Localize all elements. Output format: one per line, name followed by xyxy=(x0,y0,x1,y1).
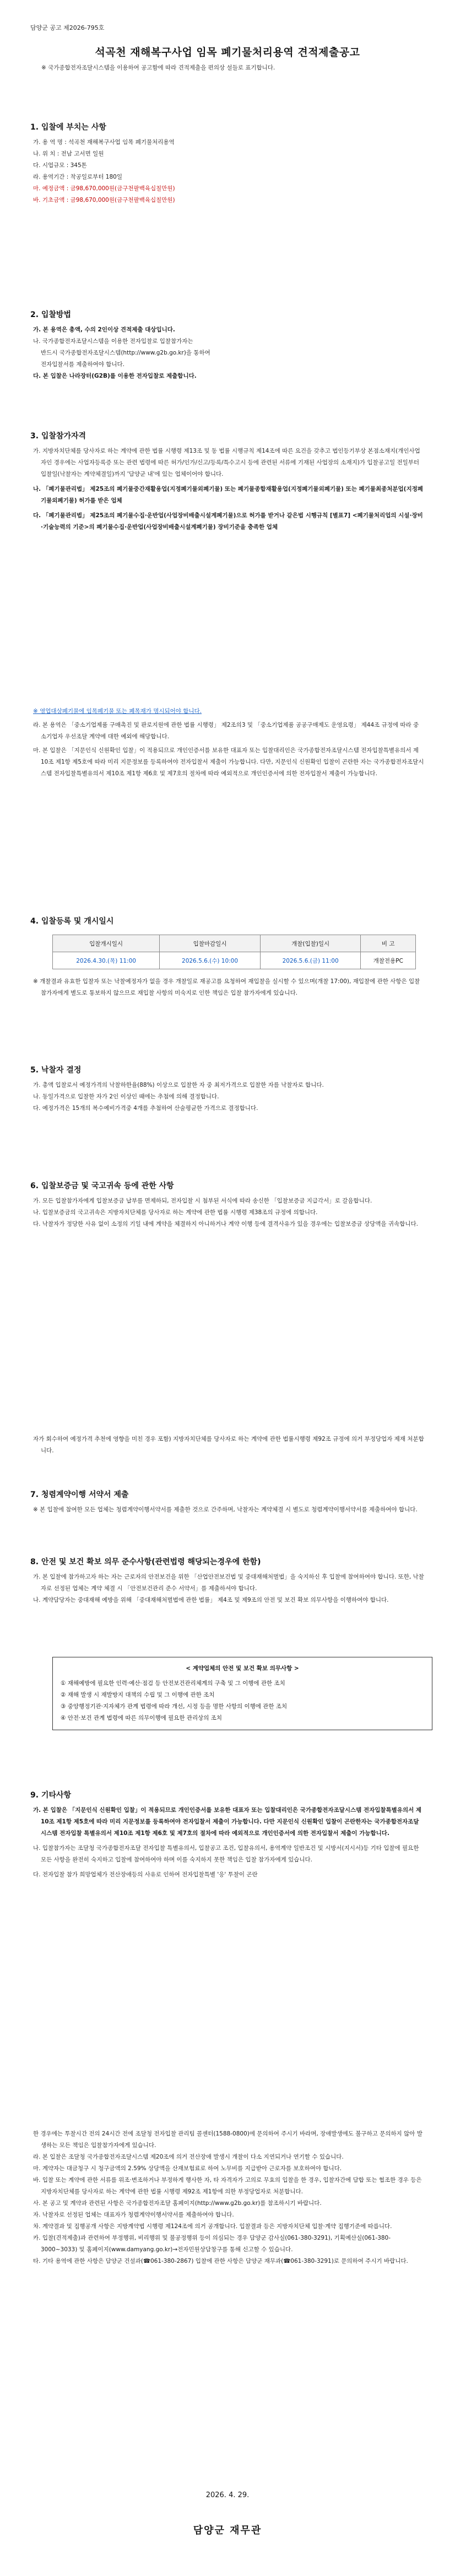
safety-box-title: < 계약업체의 안전 및 보건 확보 의무사항 > xyxy=(186,1665,299,1672)
table-header-cell: 비 고 xyxy=(361,935,416,952)
s2-item: 전자입찰서를 제출하여야 합니다. xyxy=(41,361,125,368)
section-7-title: 7. 청렴계약이행 서약서 제출 xyxy=(30,1490,129,1499)
notice-date: 2026. 4. 29. xyxy=(205,2491,250,2499)
section-9-body xyxy=(33,1805,424,1881)
section-7-body xyxy=(33,1504,424,1516)
section-1-body xyxy=(33,137,424,206)
document-title: 석곡천 재해복구사업 임목 폐기물처리용역 견적제출공고 xyxy=(95,46,360,58)
s1-item: 나. 위 치 : 전남 고서면 일원 xyxy=(33,151,104,157)
s1-item: 마. 예정금액 : 금98,670,000원(금구천팔백육십칠만원) xyxy=(33,185,175,192)
section-4-title: 4. 입찰등록 및 개시일시 xyxy=(30,917,114,926)
s3-note: ※ 영업대상폐기물에 임목폐기물 또는 폐목재가 명시되어야 합니다. xyxy=(33,708,202,715)
safety-box-line: ① 재해예방에 필요한 인력·예산·점검 등 안전보건관리체계의 구축 및 그 이행에 관한 조치 xyxy=(61,1680,285,1687)
section-6-body xyxy=(33,1195,424,1230)
table-header-row xyxy=(53,935,416,952)
s4-note: ※ 개찰결과 유효한 입찰자 또는 낙찰예정자가 없을 경우 개찰일로 재공고를 요청하여 재입찰을 실시할 수 있으며(개찰 17:00), 재입찰에 관한 사항은 입찰 참가자에게 별도로 통보하지 않으므로 재입찰 사항의 미숙지로 인한 책임은 입찰 참가자에게 있습니다. xyxy=(33,978,420,996)
section-5-body xyxy=(33,1080,424,1114)
s9-item: 카. 입찰(견적제출)과 관련하여 부정행위, 비리행위 및 불공정행위 등이 의심되는 경우 담양군 감사실(061-380-3291), 기획예산실(061-380-3000~3033) 및 홈페이지(www.damyang.go.kr)→전자민원상담창구를 통해 신고할 수 있습니다. xyxy=(33,2235,391,2253)
section-1-title: 1. 입찰에 부치는 사항 xyxy=(30,123,106,132)
s3-item: 다. 「폐기물관리법」 제25조의 폐기물수집·운반업(사업장비배출시설계폐기물)으로 허가를 받거나 같은법 시행규칙 [별표7] <폐기물처리업의 시설·장비·기술능력의 기준>의 폐기물수집·운반업(사업장비배출시설계폐기물) 장비기준을 충족한 업체 xyxy=(33,512,423,530)
s9-item: 바. 입찰 또는 계약에 관한 서류를 위조·변조하거나 부정하게 행사한 자, 타 자격자가 고의로 무효의 입찰을 한 경우, 입찰자간에 담합 또는 협조한 경우 등은 지방자치단체를 당사자로 하는 계약에 관한 법률 시행령 제92조 제1항에 의한 부정당업자로 처분합니다. xyxy=(33,2177,422,2195)
section-6-continued xyxy=(33,1434,424,1457)
s9-item: 마. 계약자는 대금청구 시 청구금액의 2.59% 상당액을 산재보험료로 하여 노무비를 지급받아 근로자를 보호하여야 합니다. xyxy=(33,2165,342,2172)
table-cell: 2026.5.6.(금) 11:00 xyxy=(260,952,361,969)
section-2-title: 2. 입찰방법 xyxy=(30,310,72,319)
s3-item: 나. 「폐기물관리법」 제25조의 폐기물중간재활용업(지정폐기물외폐기물) 또는 폐기물종합재활용업(지정폐기물외폐기물) 또는 폐기물최종처분업(지정폐기물외폐기물) 허가를 받은 업체 xyxy=(33,486,423,504)
notice-number: 담양군 공고 제2026-795호 xyxy=(30,24,105,31)
s9-item: 사. 본 공고 및 계약과 관련된 사항은 국가종합전자조달 홈페이지(http://www.g2b.go.kr)를 참조하시기 바랍니다. xyxy=(33,2200,322,2207)
table-header-cell: 입찰개시일시 xyxy=(53,935,160,952)
section-6-title: 6. 입찰보증금 및 국고귀속 등에 관한 사항 xyxy=(30,1182,174,1190)
section-8-body xyxy=(33,1571,424,1606)
s6-item: 다. 낙찰자가 정당한 사유 없이 소정의 기일 내에 계약을 체결하지 아니하거나 계약 이행 등에 결격사유가 있을 경우에는 입찰보증금 상당액을 귀속합니다. xyxy=(33,1221,418,1227)
safety-box-line: ③ 중앙행정기관·지자체가 관계 법령에 따라 개선, 시정 등을 명한 사항의 이행에 관한 조치 xyxy=(61,1703,288,1710)
s9-item: 나. 입찰참가자는 조달청 국가종합전자조달 전자입찰 특별유의서, 입찰공고 조건, 입찰유의서, 용역계약 일반조건 및 시방서(지시서)등 기타 입찰에 필요한 모든 사항을 완전히 숙지하고 입찰에 참여하여야 하며 이를 숙지하지 못한 책임은 입찰 참가자에게 있습니다. xyxy=(33,1845,419,1863)
s9-item: 라. 본 입찰은 조달청 국가종합전자조달시스템 제20조에 의거 전산장애 발생시 개찰이 다소 지연되거나 연기할 수 있습니다. xyxy=(33,2154,344,2160)
section-3-body xyxy=(33,446,424,533)
s5-item: 가. 총액 입찰로서 예정가격의 낙찰하한율(88%) 이상으로 입찰한 자 중 최저가격으로 입찰한 자를 낙찰자로 합니다. xyxy=(33,1082,324,1088)
table-header-cell: 입찰마감일시 xyxy=(160,935,261,952)
s9-item: 가. 본 입찰은 「지문인식 신원확인 입찰」이 적용되므로 개인인증서를 보유한 대표자 또는 입찰대리인은 국가종합전자조달시스템 전자입찰특별유의서 제10조 제1항 제5호에 따라 미리 지문정보를 등록하여야 전자입찰서 제출이 가능합니다. 다만 지문인식 신원확인 입찰이 곤란한자는 국가종합전자조달시스템 전자입찰 특별유의서 제10조 제1항 제6호 및 제7호의 절차에 따라 예외적으로 개인인증서에 의한 전자입찰서 제출이 가능합니다. xyxy=(33,1807,422,1837)
s3-item: 가. 지방자치단체를 당사자로 하는 계약에 관한 법률 시행령 제13조 및 동 법률 시행규칙 제14조에 따른 요건을 갖추고 법인등기부상 본점소재지(개인사업자인 경우에는 사업자등록증 또는 관련 법령에 따른 허가/인가/신고/등록/특수고시 등에 관련된 서류에 기재된 사업장의 소재지)가 입찰공고일 전일부터 입찰일(낙찰자는 계약체결일)까지 '담양군 내'에 있는 업체이어야 합니다. xyxy=(33,448,420,477)
section-4-notes xyxy=(33,976,424,999)
s9-item: 타. 기타 용역에 관한 사항은 담양군 건설과(☎061-380-2867) 입찰에 관한 사항은 담양군 재무과(☎061-380-3291)로 문의하여 주시기 바랍니다. xyxy=(33,2258,408,2264)
s2-item: 가. 본 용역은 총액, 수의 2인이상 견적제출 대상입니다. xyxy=(33,326,175,333)
s2-item: 나. 국가종합전자조달시스템을 이용한 전자입찰로 입찰참가자는 xyxy=(33,338,193,345)
section-9-title: 9. 기타사항 xyxy=(30,1791,72,1800)
table-cell: 개찰전용PC xyxy=(361,952,416,969)
section-2-body xyxy=(33,324,424,382)
safety-box-line: ④ 안전·보건 관계 법령에 따른 의무이행에 필요한 관리상의 조치 xyxy=(61,1715,223,1721)
s9-item: 한 경우에는 투찰시간 전의 24시간 전에 조달청 전자입찰 관리팀 콜센터(1588-0800)에 문의하여 주시기 바라며, 장애발생에도 불구하고 문의하지 않아 발생하는 모든 책임은 입찰참가자에게 있습니다. xyxy=(33,2130,422,2149)
s8-item: 나. 계약담당자는 중대재해 예방을 위해 「중대재해처벌법에 관한 법률」 제4조 및 제9조의 안전 및 보건 확보 의무사항을 이행하여야 합니다. xyxy=(33,1597,389,1603)
s3-note: 마. 본 입찰은 「지문인식 신원확인 입찰」이 적용되므로 개인인증서를 보유한 대표자 또는 입찰대리인은 국가종합전자조달시스템 전자입찰특별유의서 제10조 제1항 제5호에 따라 미리 지문정보를 등록하여야 전자입찰서 제출이 가능합니다. 다만, 지문인식 신원확인 입찰이 곤란한 자는 국가종합전자조달시스템 전자입찰특별유의서 제10조 제1항 제6호 및 제7호의 절차에 따라 예외적으로 개인인증서에 의한 전자입찰서 제출이 가능합니다. xyxy=(33,747,424,777)
issuer-signature: 담양군 재무관 xyxy=(193,2525,262,2536)
table-header-cell: 개찰(입찰)일시 xyxy=(260,935,361,952)
s1-item: 다. 시업규모 : 345톤 xyxy=(33,162,87,169)
table-row xyxy=(53,952,416,969)
s1-item: 바. 기초금액 : 금98,670,000원(금구천팔백육십칠만원) xyxy=(33,197,175,203)
s6-gap-text: 자가 회수하여 예정가격 추천에 영향을 미친 경우 포함) 지방자치단체를 당사자로 하는 계약에 관한 법률시행령 제92조 규정에 의거 부정당업자 제재 처분합니다. xyxy=(33,1436,424,1454)
s6-item: 가. 모든 입찰참가자에게 입찰보증금 납부를 면제하되, 전자입찰 시 첨부된 서식에 따라 송신한 「입찰보증금 지급각서」로 갈음합니다. xyxy=(33,1198,372,1204)
safety-obligations-box xyxy=(52,1657,432,1730)
s8-item: 가. 본 입찰에 참가하고자 하는 자는 근로자의 안전보건을 위한 「산업안전보건법 및 중대재해처벌법」을 숙지하신 후 입찰에 참여하여야 합니다. 또한, 낙찰자로 선정된 업체는 계약 체결 시 「안전보건관리 준수 서약서」를 제출하셔야 합니다. xyxy=(33,1574,424,1592)
section-3-title: 3. 입찰참가자격 xyxy=(30,432,86,441)
s3-note: 라. 본 용역은 「중소기업제품 구매촉진 및 판로지원에 관한 법률 시행령」 제2조의3 및 「중소기업제품 공공구매제도 운영요령」 제44조 규정에 따라 중소기업자 우선조달 계약에 대한 예외에 해당합니다. xyxy=(33,722,419,740)
s1-item: 가. 용 역 명 : 석곡천 재해복구사업 임목 폐기물처리용역 xyxy=(33,139,175,146)
intro-note: ※ 국가종합전자조달시스템을 이용하여 공고함에 따라 견적제출을 편의상 설들로 표기합니다. xyxy=(41,65,275,71)
s2-item: 반드시 국가종합전자조달시스템(http://www.g2b.go.kr)을 통하여 xyxy=(41,350,210,356)
s7-item: ※ 본 입찰에 참여한 모든 업체는 청렴계약이행서약서를 제출한 것으로 간주하며, 낙찰자는 계약체결 시 별도로 청렴계약이행서약서를 제출하여야 합니다. xyxy=(33,1506,418,1513)
s9-item: 차. 계약결과 및 집행공개 사항은 지방계약법 시행령 제124조에 의거 공개합니다. 입찰결과 등은 지방자치단체 입찰·계약 집행기준에 따릅니다. xyxy=(33,2223,392,2230)
section-9-continued xyxy=(33,2128,424,2267)
schedule-table xyxy=(52,935,416,969)
section-3-notes xyxy=(33,706,424,780)
s5-item: 나. 동일가격으로 입찰한 자가 2인 이상인 때에는 추첨에 의해 결정합니다. xyxy=(33,1093,219,1100)
s5-item: 다. 예정가격은 15개의 복수예비가격중 4개를 추첨하여 산술평균한 가격으로 결정합니다. xyxy=(33,1105,258,1112)
s1-item: 라. 용역기간 : 착공일로부터 180일 xyxy=(33,174,122,180)
table-cell: 2026.4.30.(목) 11:00 xyxy=(53,952,160,969)
s2-item: 다. 본 입찰은 나라장터(G2B)를 이용한 전자입찰로 제출합니다. xyxy=(33,373,197,379)
section-8-title: 8. 안전 및 보건 확보 의무 준수사항(관련법령 해당되는경우에 한함) xyxy=(30,1558,261,1566)
s9-item: 자. 낙찰자로 선정된 업체는 대표자가 청렴계약이행서약서를 제출하여야 합니다. xyxy=(33,2212,234,2218)
section-5-title: 5. 낙찰자 결정 xyxy=(30,1066,82,1075)
s6-item: 나. 입찰보증금의 국고귀속은 지방자치단체를 당사자로 하는 계약에 관한 법률 시행령 제38조의 규정에 의합니다. xyxy=(33,1209,318,1216)
s9-item: 다. 전자입찰 참가 희망업체가 전산장애등의 사유로 인하여 전자입찰특별 '응' 투찰이 곤란 xyxy=(33,1871,258,1878)
table-cell: 2026.5.6.(수) 10:00 xyxy=(160,952,261,969)
safety-box-line: ② 재해 발생 시 재발방지 대책의 수립 및 그 이행에 관한 조치 xyxy=(61,1692,215,1698)
